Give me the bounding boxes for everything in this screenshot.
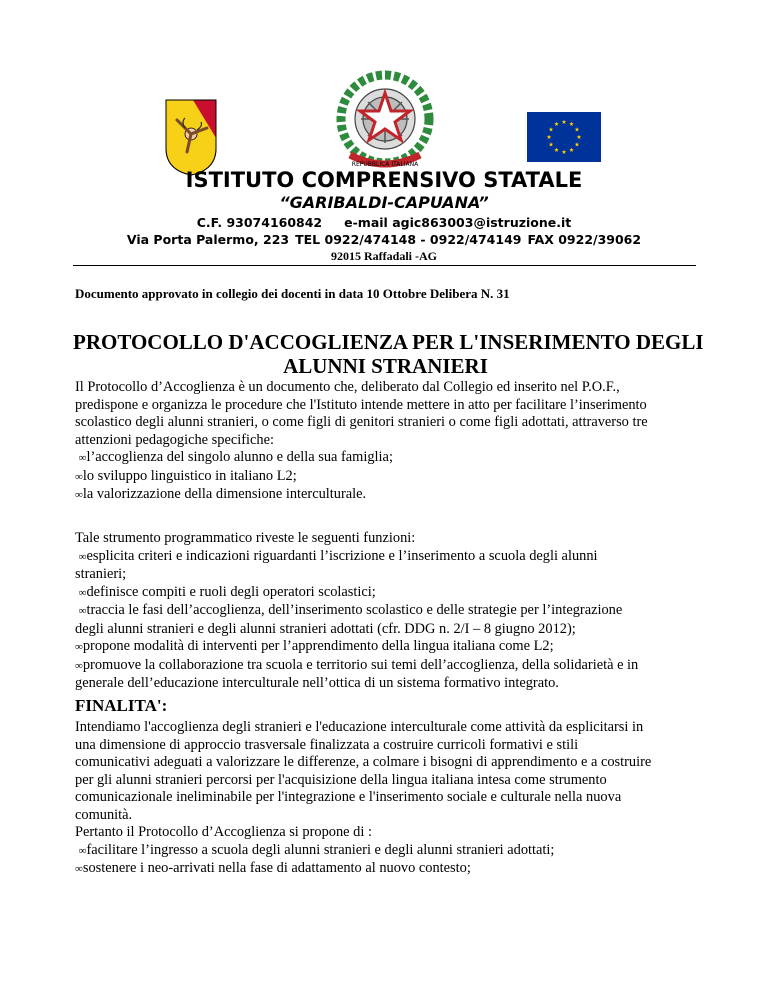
codes-line [0,215,768,230]
intro-line: scolastico degli alunni stranieri, o come figli di genitori stranieri o come figli adottati, attraverso tre [75,414,648,430]
aims-line: Intendiamo l'accoglienza degli stranieri e l'educazione interculturale come attività da esplicitarsi in [75,719,644,735]
city-line: 92015 Raffadali -AG [331,249,437,263]
header-divider [73,265,696,266]
bullet-icon: ∞ [75,863,83,875]
function-bullet-continuation: generale dell’educazione interculturale nell’ottica di un sistema formativo integrato. [75,675,559,691]
aims-line: comunicativi adeguati a valorizzare le differenze, a colmare i bisogni di apprendimento e a costruire [75,754,652,770]
bullet-icon: ∞ [78,550,87,563]
bullet-icon: ∞ [75,659,83,672]
document-title-line: ALUNNI STRANIERI [283,354,488,378]
document-title-line: PROTOCOLLO D'ACCOGLIENZA PER L'INSERIMENTO DEGLI [73,330,704,354]
intro-line: predispone e organizza le procedure che l'Istituto intende mettere in atto per facilitare l’inserimento [75,396,647,413]
functions-section [75,530,700,693]
school-type-title: ISTITUTO COMPRENSIVO STATALE [185,168,583,192]
fax-number: FAX 0922/39062 [527,232,642,247]
intro-line: attenzioni pedagogiche specifiche: [75,431,274,448]
emblem-ribbon-text: REPUBBLICA ITALIANA [351,161,419,168]
intro-bullet-item: ∞lo sviluppo linguistico in italiano L2; [75,468,700,487]
email-address: e-mail agic863003@istruzione.it [344,215,572,230]
aims-bullet-item: ∞facilitare l’ingresso a scuola degli alunni stranieri e degli alunni stranieri adottati; [75,842,700,861]
school-name: “GARIBALDI-CAPUANA” [279,193,489,212]
functions-lead: Tale strumento programmatico riveste le seguenti funzioni: [75,530,416,546]
street-address: Via Porta Palermo, 223 [126,232,290,247]
document-title [73,330,704,378]
function-bullet-item: ∞definisce compiti e ruoli degli operatori scolastici; [75,584,700,603]
intro-line: Il Protocollo d’Accoglienza è un documento che, deliberato dal Collegio ed inserito nel P.O.F., [75,379,620,395]
intro-bullet-item: ∞l’accoglienza del singolo alunno e della sua famiglia; [75,449,700,468]
intro-bullet-item: ∞la valorizzazione della dimensione interculturale. [75,486,700,505]
italian-republic-emblem [332,67,438,177]
function-bullet-continuation: stranieri; [75,566,127,582]
aims-line: una dimensione di approccio trasversale finalizzata a costruire curricoli formativi e stili [75,736,579,753]
phone-numbers: TEL 0922/474148 - 0922/474149 [295,232,522,247]
bullet-icon: ∞ [75,489,83,501]
aims-line: per gli alunni stranieri percorsi per l'acquisizione della lingua italiana intesa come strumento [75,771,607,788]
bullet-icon: ∞ [78,605,87,617]
function-bullet-item: ∞esplicita criteri e indicazioni riguardanti l’iscrizione e l’inserimento a scuola degli alunni [75,548,700,567]
bullet-icon: ∞ [78,452,87,464]
aims-section [75,719,700,879]
aims-heading: FINALITA': [75,696,168,715]
aims-line: comunità. [75,806,133,823]
contact-line [0,232,768,247]
approval-note: Documento approvato in collegio dei docenti in data 10 Ottobre Delibera N. 31 [75,286,510,301]
function-bullet-continuation: degli alunni stranieri e degli alunni stranieri adottati (cfr. DDG n. 2/I – 8 giugno 2012); [75,620,576,637]
aims-line: comunicazionale ineliminabile per l'integrazione e l'inserimento sociale e culturale nella nuova [75,789,622,805]
function-bullet-item: ∞traccia le fasi dell’accoglienza, dell’inserimento scolastico e delle strategie per l’integrazione [75,602,700,621]
aims-line: Pertanto il Protocollo d’Accoglienza si propone di : [75,824,372,840]
eu-flag [527,112,601,162]
bullet-icon: ∞ [78,844,87,857]
fiscal-code: C.F. 93074160842 [196,215,323,230]
function-bullet-item: ∞promuove la collaborazione tra scuola e territorio sui temi dell’accoglienza, della solidarietà e in [75,657,700,676]
function-bullet-item: ∞propone modalità di interventi per l’apprendimento della lingua italiana come L2; [75,638,700,657]
bullet-icon: ∞ [75,641,83,653]
sicily-region-logo [163,98,219,176]
intro-section [75,379,700,505]
bullet-icon: ∞ [78,586,87,599]
aims-bullet-item: ∞sostenere i neo-arrivati nella fase di adattamento al nuovo contesto; [75,860,700,879]
bullet-icon: ∞ [75,470,83,483]
